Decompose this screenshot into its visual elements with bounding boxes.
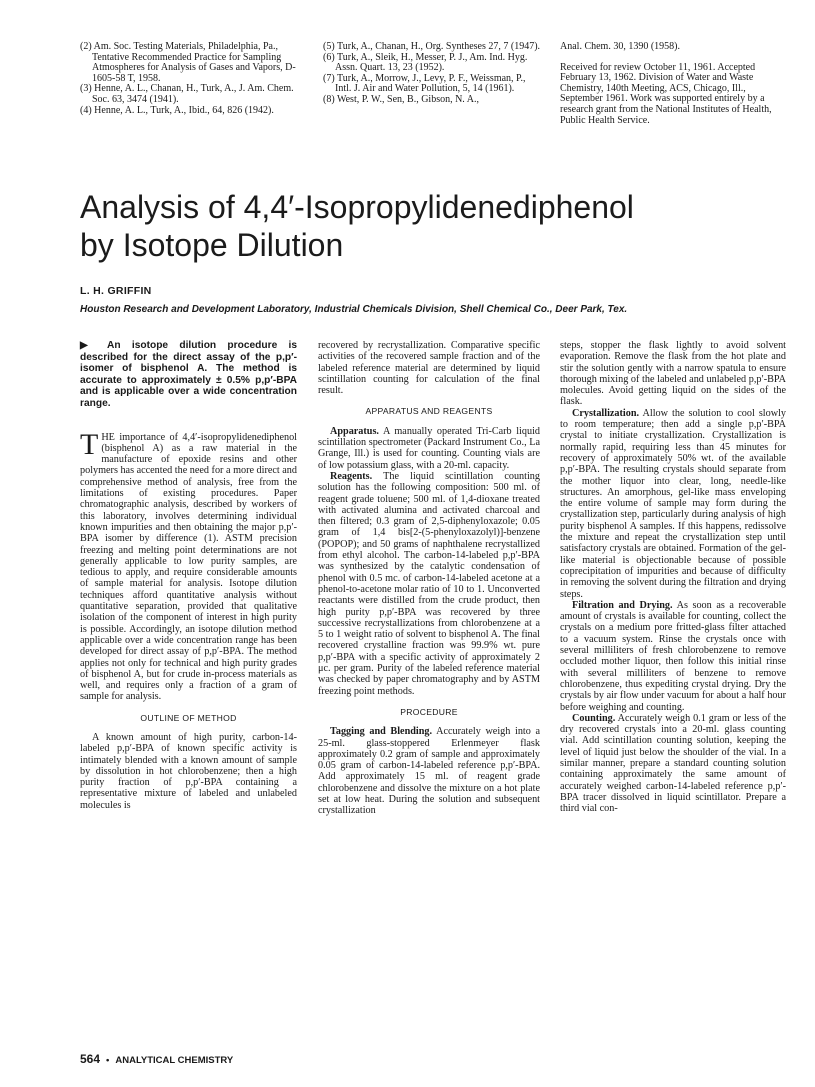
counting-runin: Counting. — [572, 712, 616, 724]
journal-name: ANALYTICAL CHEMISTRY — [115, 1055, 234, 1066]
reagents-paragraph — [318, 471, 540, 697]
received-note: Received for review October 11, 1961. Accepted February 13, 1962. Division of Water and Waste Chemistry, 140th Meeting, ACS, Chicago, Ill., September 1961. Work was supported entirely by a research grant from the National Institutes of Health, Public Health Service. — [560, 61, 772, 126]
section-heading-procedure: PROCEDURE — [400, 706, 458, 717]
counting-paragraph — [560, 713, 786, 815]
reference-item: (2) Am. Soc. Testing Materials, Philadelphia, Pa., Tentative Recommended Practice for Sampling Atmospheres for Analysis of Gases and Vapors, D-1605-58 T, 1958. — [80, 41, 296, 84]
reference-item: (3) Henne, A. L., Chanan, H., Turk, A., J. Am. Chem. Soc. 63, 3474 (1941). — [80, 83, 294, 105]
references-column-3 — [560, 42, 784, 126]
reference-item: (5) Turk, A., Chanan, H., Org. Syntheses 27, 7 (1947). — [323, 41, 541, 52]
page-footer — [80, 1052, 233, 1066]
crystallization-runin: Crystallization. — [572, 407, 640, 419]
body-column-1 — [80, 340, 297, 811]
abstract-text: An isotope dilution procedure is described for the direct assay of the p,p′-isomer of bisphenol A. The method is accurate to approximately ± 0.5% p,p′-BPA and is applicable over a wide concentration range. — [80, 340, 297, 409]
reagents-text: The liquid scintillation counting solution has the following composition: 500 ml. of reagent grade toluene; 500 ml. of 1,4-dioxane treated with activated alumina and activated charcoal and then filtered; 0.3 gram of 2,5-diphenyloxazole; 0.05 gram of 1,4 bis[2-(5-phenyloxazolyl)]-benzene (POPOP); and 50 grams of naphthalene recrystallized from ethyl alcohol. The carbon-14-labeled p,p′-BPA was synthesized by the catalytic condensation of phenol with 0.5 mc. of carbon-14-labeled acetone at a phenol-to-acetone molar ratio of 10 to 1. Unconverted reactants were distilled from the crude product, then high purity p,p′-BPA was recovered by three successive recrystallizations from chlorobenzene at a 5 to 1 weight ratio of solvent to bisphenol A. The final recovered crystalline fraction was 99.9% wt. pure p,p′-BPA with a specific activity of approximately 2 μc. per gram. Purity of the labeled reference material was checked by paper chromatography and by ASTM freezing point methods. — [318, 470, 540, 697]
tagging-runin: Tagging and Blending. — [330, 726, 433, 738]
crystallization-text: Allow the solution to cool slowly to room temperature; then add a single p,p′-BPA crystal to initiate crystallization. Crystallization is normally rapid, requiring less than 45 minutes for recovery of approximately 50% wt. of the available p,p′-BPA. The resulting crystals should separate from the mother liquor into clear, long, needle-like structures. An amorphous, gel-like mass enveloping the entire volume of sample may form during the crystallization step, particularly during analysis of high purity bisphenol A samples. If this happens, redissolve the mixture and repeat the crystallization step until satisfactory crystals are obtained. Formation of the gel-like material is objectionable because of possible coprecipitation of impurities and because of difficulty in removing the solvent during the filtration and drying steps. — [560, 407, 787, 600]
section-heading-apparatus: APPARATUS AND REAGENTS — [365, 406, 493, 417]
references-column-2 — [323, 42, 543, 106]
procedure-continuation: steps, stopper the flask lightly to avoid solvent evaporation. Remove the flask from the hot plate and stir the solution gently with a narrow spatula to ensure thorough mixing of the labeled and unlabeled p,p′-BPA molecules. Avoid getting liquid on the sides of the flask. — [560, 340, 786, 408]
counting-text: Accurately weigh 0.1 gram or less of the dry recovered crystals into a 20-ml. glass counting vial. Add scintillation counting solution, keeping the level of liquid just below the shoulder of the vial. In a similar manner, prepare a standard counting solution containing approximately the same amount of accurately weighed carbon-14-labeled reference p,p′-BPA tracer dissolved in liquid scintillator. Prepare a third vial con- — [560, 712, 787, 815]
filtration-text: As soon as a recoverable amount of crystals is available for counting, collect the crystals on a medium pore fritted-glass filter attached to a vacuum system. Rinse the crystals once with several milliliters of fresh chlorobenzene to remove occluded mother liquor, then follow this initial rinse with several milliliters of benzene to remove chlorobenzene, thus expediting crystal drying. Dry the crystals by air flow under vacuum for about a half hour before weighing and counting. — [560, 599, 786, 713]
apparatus-paragraph — [318, 426, 540, 471]
reagents-runin: Reagents. — [330, 470, 373, 482]
filtration-runin: Filtration and Drying. — [572, 599, 673, 611]
tagging-text: Accurately weigh into a 25-ml. glass-stoppered Erlenmeyer flask approximately 0.2 gram of sample and approximately 0.05 gram of carbon-14-labeled reference p,p′-BPA. Add approximately 15 ml. of reagent grade chlorobenzene and dissolve the mixture on a hot plate set at low heat. During the solution and subsequent crystallization — [318, 726, 540, 817]
body-column-2 — [318, 340, 540, 817]
crystallization-paragraph — [560, 408, 786, 600]
abstract-marker-icon: ▶ — [80, 340, 97, 351]
reference-item: (7) Turk, A., Morrow, J., Levy, P. F., Weissman, P., Intl. J. Air and Water Pollution, 5, 14 (1961). — [323, 72, 526, 95]
reference-item: (6) Turk, A., Sleik, H., Messer, P. J., Am. Ind. Hyg. Assn. Quart. 13, 23 (1952). — [323, 51, 528, 74]
affiliation: Houston Research and Development Laboratory, Industrial Chemicals Division, Shell Chemical Co., Deer Park, Tex. — [80, 304, 628, 315]
reference-item: (8) West, P. W., Sen, B., Gibson, N. A., — [323, 93, 479, 105]
page-number: 564 — [80, 1052, 101, 1066]
references-column-1 — [80, 42, 298, 116]
drop-cap: T — [80, 427, 99, 461]
section-heading-outline: OUTLINE OF METHOD — [140, 712, 237, 723]
apparatus-runin: Apparatus. — [330, 425, 379, 437]
body-column-3 — [560, 340, 786, 814]
reference-item: Anal. Chem. 30, 1390 (1958). — [560, 41, 680, 52]
abstract — [80, 340, 297, 410]
author: L. H. GRIFFIN — [80, 285, 152, 297]
intro-text: HE importance of 4,4′-isopropylidenediphenol (bisphenol A) as a raw material in the manufacture of epoxide resins and other polymers has accented the need for a more direct and comprehensive method of analysis, free from the limitations of existing procedures. Paper chromatographic analysis, described by workers of this laboratory, involves determining individual known impurities and then obtaining the major p,p′-BPA isomer by difference (1). ASTM precision freezing and melting point determinations are not generally applicable to low purity samples, are tedious to apply, and require considerable amounts of sample material for analysis. Isotope dilution techniques afford quantitative analysis without quantitative separation, provided that qualitative isolation of the component of interest in high purity is possible. Accordingly, an isotope dilution method applicable over a wide concentration range has been developed for direct assay of p,p′-BPA. The method applies not only for technical and high purity grades of bisphenol A, but for crude in-process materials as well, and requires only a fraction of a gram of sample for analysis. — [80, 431, 297, 703]
outline-paragraph: A known amount of high purity, carbon-14-labeled p,p′-BPA of known specific activity is intimately blended with a known amount of sample by dissolution in hot chlorobenzene; then a high purity fraction of p,p′-BPA containing a representative mixture of labeled and unlabeled molecules is — [80, 731, 297, 811]
filtration-paragraph — [560, 600, 786, 713]
apparatus-text: A manually operated Tri-Carb liquid scintillation spectrometer (Packard Instrument Co., La Grange, Ill.) is used for counting. Counting vials are of low potassium glass, with a 20-ml. capacity. — [318, 425, 540, 471]
intro-paragraph — [80, 427, 297, 703]
bullet-icon: • — [106, 1055, 110, 1066]
reference-item: (4) Henne, A. L., Turk, A., Ibid., 64, 826 (1942). — [80, 104, 274, 116]
outline-continuation: recovered by recrystallization. Comparative specific activities of the recovered sample fraction and of the labeled reference material are determined by liquid scintillation counting for calculation of the final result. — [318, 340, 540, 397]
tagging-paragraph — [318, 726, 540, 816]
article-title: Analysis of 4,4′-Isopropylidenediphenol by Isotope Dilution — [80, 189, 634, 263]
